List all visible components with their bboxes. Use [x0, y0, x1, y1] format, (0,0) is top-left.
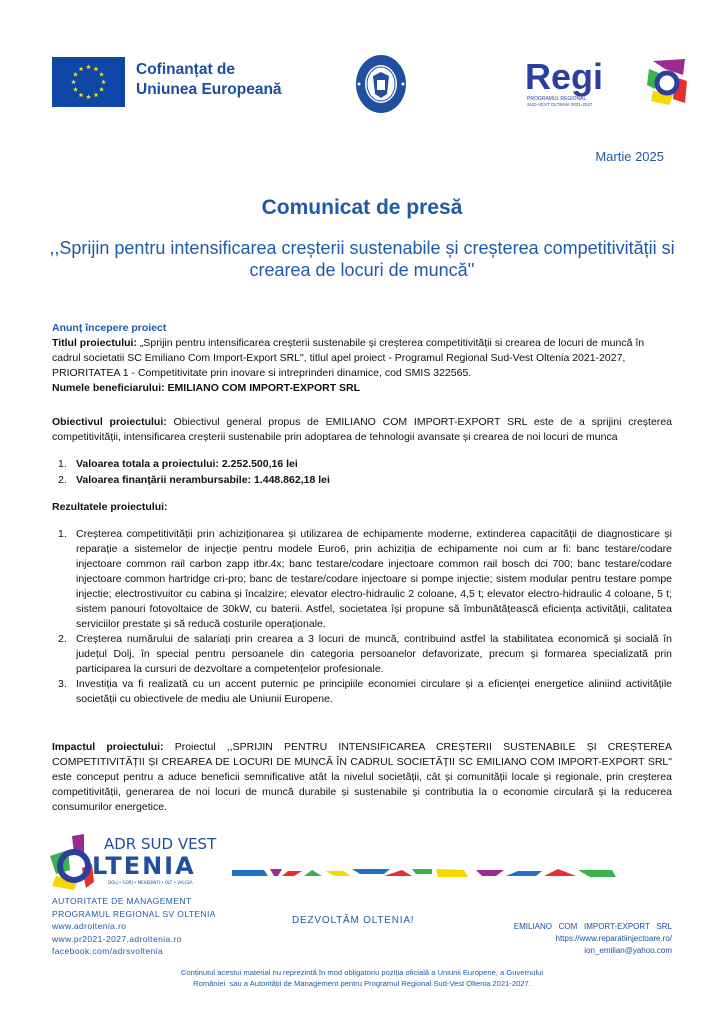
band-segment [476, 870, 504, 876]
results-label: Rezultatele proiectului: [52, 501, 168, 513]
eu-star-icon [86, 94, 91, 99]
link-adroltenia[interactable]: www.adroltenia.ro [52, 921, 127, 931]
eu-flag-logo [52, 57, 125, 107]
band-segment [384, 870, 412, 876]
decorative-color-band [232, 864, 672, 880]
eu-star-icon [99, 87, 104, 92]
list-item: 3. Investiția va fi realizată cu un accent puternic pe principiile economiei circulare și a eficienței energetice aliniind activitățile societății cu obiectivele de mediu ale Uniunii Europene. [58, 678, 672, 705]
disclaimer-line1: Conținutul acestui material nu reprezintă în mod obligatoriu poziția oficială a Uniunii Europene, a Guvernului [180, 968, 544, 977]
objective-label: Obiectivul proiectului: [52, 416, 167, 428]
adr-line1: ADR SUD VEST [104, 835, 217, 853]
regio-logo-text: Regi [525, 56, 604, 97]
eu-star-icon [94, 66, 99, 71]
eu-star-icon [99, 72, 104, 77]
eu-stars-icon [52, 57, 125, 107]
page-subtitle: ,,Sprijin pentru intensificarea creșterii sustenabile și creșterea competitivității si crearea de locuri de muncă'' [49, 238, 675, 280]
project-title-label: Titlul proiectului: [52, 337, 137, 349]
list-item: 1. Creșterea competitivității prin achiziționarea și utilizarea de echipamente moderne, extinderea capacității de diagnosticare și reparație a sistemelor de injecție pentru modele Euro6, prin achiziția de echipamente noi cum ar fi: banc testare/codare injectoare common rail carbon zapp itbr.4x; banc testare/codare injectoare common rail bosch dci 700; banc testare/codare injectoare common hartridge cri-pro; banc de testare/codare injectoare si pompe injectie; sistem modular pentru testare pompe injectie; electrostivuitor cu cabina și încalzire; elevator electro-hidraulic 2 coloane, 4,5 t; elevator electro-hidraulic 4 coloane, 5 t; sistem panouri fotovoltaice de 30kW, cu baterii. Astfel, societatea își propune să îmbunătățească eficiența activității, calitatea serviciilor prestate și să reducă costurile operaționale. [58, 528, 672, 630]
eu-star-icon [79, 66, 84, 71]
regio-logo [525, 55, 690, 110]
eu-star-icon [79, 92, 84, 97]
company-contact-block [514, 921, 672, 957]
link-facebook[interactable]: facebook.com/adrsvoltenia [52, 946, 164, 956]
project-title-text: „Sprijin pentru intensificarea creșterii sustenabile și creșterea competitivității si crearea de locuri de muncă în cadrul societatii SC Emiliano Com Import-Export SRL", titlul apel proiect - Programul Regional Sud-Vest Oltenia 2021-2027, PRIORITATEA 1 - Competitivitate prin inovare si intreprinderi dinamice, cod SMIS 322565. [52, 337, 645, 379]
disclaimer-line2: României sau a Autorității de Management pentru Programul Regional Sud-Vest Oltenia 2021-2027. [193, 979, 531, 988]
adr-oltenia-logo [48, 834, 228, 890]
eu-star-icon [94, 92, 99, 97]
band-segment [270, 869, 282, 876]
list-item: 2. Valoarea finanţării nerambursabile: 1.448.862,18 lei [58, 474, 330, 486]
band-segment [578, 870, 616, 877]
band-segment [436, 869, 468, 877]
objective-paragraph [52, 415, 672, 445]
band-segment [352, 869, 390, 874]
svg-text:SUD-VEST OLTENIA 2021-2027: SUD-VEST OLTENIA 2021-2027 [527, 102, 593, 107]
band-segment [232, 870, 268, 876]
band-segment [506, 871, 542, 876]
band-segment [282, 871, 302, 876]
authority-block [52, 895, 216, 958]
authority-line2: PROGRAMUL REGIONAL SV OLTENIA [52, 908, 216, 919]
announcement-label: Anunț începere proiect [52, 322, 167, 334]
eu-star-icon [71, 79, 76, 84]
eu-star-icon [73, 87, 78, 92]
svg-text:PROGRAMUL REGIONAL: PROGRAMUL REGIONAL [527, 96, 587, 102]
list-item: 1. Valoarea totala a proiectului: 2.252.500,16 lei [58, 458, 298, 470]
band-segment [544, 869, 576, 876]
page-title: Comunicat de presă [261, 196, 463, 219]
adr-line2: LTENIA [92, 852, 196, 880]
eu-text-line2: Uniunea Europeană [136, 81, 282, 98]
authority-line1: AUTORITATE DE MANAGEMENT [52, 896, 192, 906]
project-title-paragraph [52, 336, 672, 381]
total-value: Valoarea totala a proiectului: 2.252.500,16 lei [76, 458, 298, 470]
announcement-section [52, 321, 672, 396]
impact-label: Impactul proiectului: [52, 741, 164, 753]
band-segment [412, 869, 432, 874]
result-text: Creșterea numărului de salariați prin crearea a 3 locuri de muncă, contribuind astfel la stabilitatea economică și socială în județul Dolj, în special pentru persoanele din categoria persoanelor defavorizate, precum și formarea specializată prin participarea la cursuri de dezvoltare a competențelor profesionale. [76, 633, 672, 675]
eu-star-icon [101, 79, 106, 84]
result-text: Investiția va fi realizată cu un accent puternic pe principiile economiei circulare și a eficienței energetice aliniind activitățile societății cu obiectivele de mediu ale Uniunii Europene. [76, 678, 672, 705]
company-email-link[interactable]: ion_emilian@yahoo.com [584, 946, 672, 955]
list-item: 2. Creșterea numărului de salariați prin crearea a 3 locuri de muncă, contribuind astfel la stabilitatea economică și socială în județul Dolj, în special pentru persoanele din categoria persoanelor defavorizate, precum și formarea specializată prin participarea la cursuri de dezvoltare a competențelor profesionale. [58, 633, 672, 675]
disclaimer [100, 967, 624, 989]
slogan: DEZVOLTĂM OLTENIA! [292, 915, 415, 926]
eu-cofinancing-text [136, 60, 282, 100]
objective-text: Obiectivul general propus de EMILIANO COM IMPORT-EXPORT SRL este de a sprijini creșterea competitivității, intensificarea creșterii sustenabile prin adoptarea de tehnologii avansate și crearea de noi locuri de munca [52, 416, 672, 443]
company-name: EMILIANO COM IMPORT-EXPORT SRL [513, 922, 672, 931]
eu-star-icon [86, 64, 91, 69]
adr-counties: DOLJ • GORJ • MEHEDINTI • OLT • VALCEA [108, 880, 193, 885]
impact-text: Proiectul ,,SPRIJIN PENTRU INTENSIFICAREA CREȘTERII SUSTENABILE ȘI CREȘTEREA COMPETITIVITĂȚII ȘI CREAREA DE LOCURI DE MUNCĂ ÎN CADRUL SOCIETĂȚII SC EMILIANO COM IMPORT-EXPORT SRL" este conceput pentru a aduce beneficii semnificative atât la nivelul societății, cât și comunității locale și regionale, prin creșterea competitivității, generarea de noi locuri de muncă durabile și sustenabile și contributia la o economie circulară și la reducerea consumurilor energetice. [52, 741, 672, 813]
document-date: Martie 2025 [595, 149, 664, 164]
result-text: Creșterea competitivității prin achiziționarea și utilizarea de echipamente moderne, extinderea capacității de diagnosticare și reparație a sistemelor de injecție pentru modele Euro6, prin achiziția de echipamente noi cum ar fi: banc testare/codare injectoare common rail carbon zapp itbr.4x; banc testare/codare injectoare common rail bosch dci 700; banc testare/codare injectoare common hartridge cri-pro; banc de testare/codare injectoare si pompe injectie; sistem modular pentru testare pompe injectie; electrostivuitor cu cabina și încalzire; elevator electro-hidraulic 2 coloane, 4,5 t; elevator electro-hidraulic 4 coloane, 5 t; sistem panouri fotovoltaice de 30kW, cu baterii. Astfel, societatea își propune să îmbunătățească eficiența activității, calitatea serviciilor prestate și să reducă costurile operaționale. [76, 528, 672, 630]
non-reimbursable-value: Valoarea finanţării nerambursabile: 1.448.862,18 lei [76, 474, 330, 486]
beneficiary-name: Numele beneficiarului: EMILIANO COM IMPORT-EXPORT SRL [52, 382, 361, 394]
project-values-list [52, 457, 672, 488]
eu-text-line1: Cofinanțat de [136, 61, 236, 78]
link-pr2021-2027[interactable]: www.pr2021-2027.adroltenia.ro [52, 933, 182, 944]
impact-paragraph [52, 740, 672, 815]
romanian-government-seal [355, 54, 407, 114]
band-segment [304, 870, 322, 876]
band-segment [326, 871, 350, 876]
results-list [52, 527, 672, 707]
company-url-link[interactable]: https://www.reparatiinjectoare.ro/ [555, 934, 672, 943]
eu-star-icon [73, 72, 78, 77]
